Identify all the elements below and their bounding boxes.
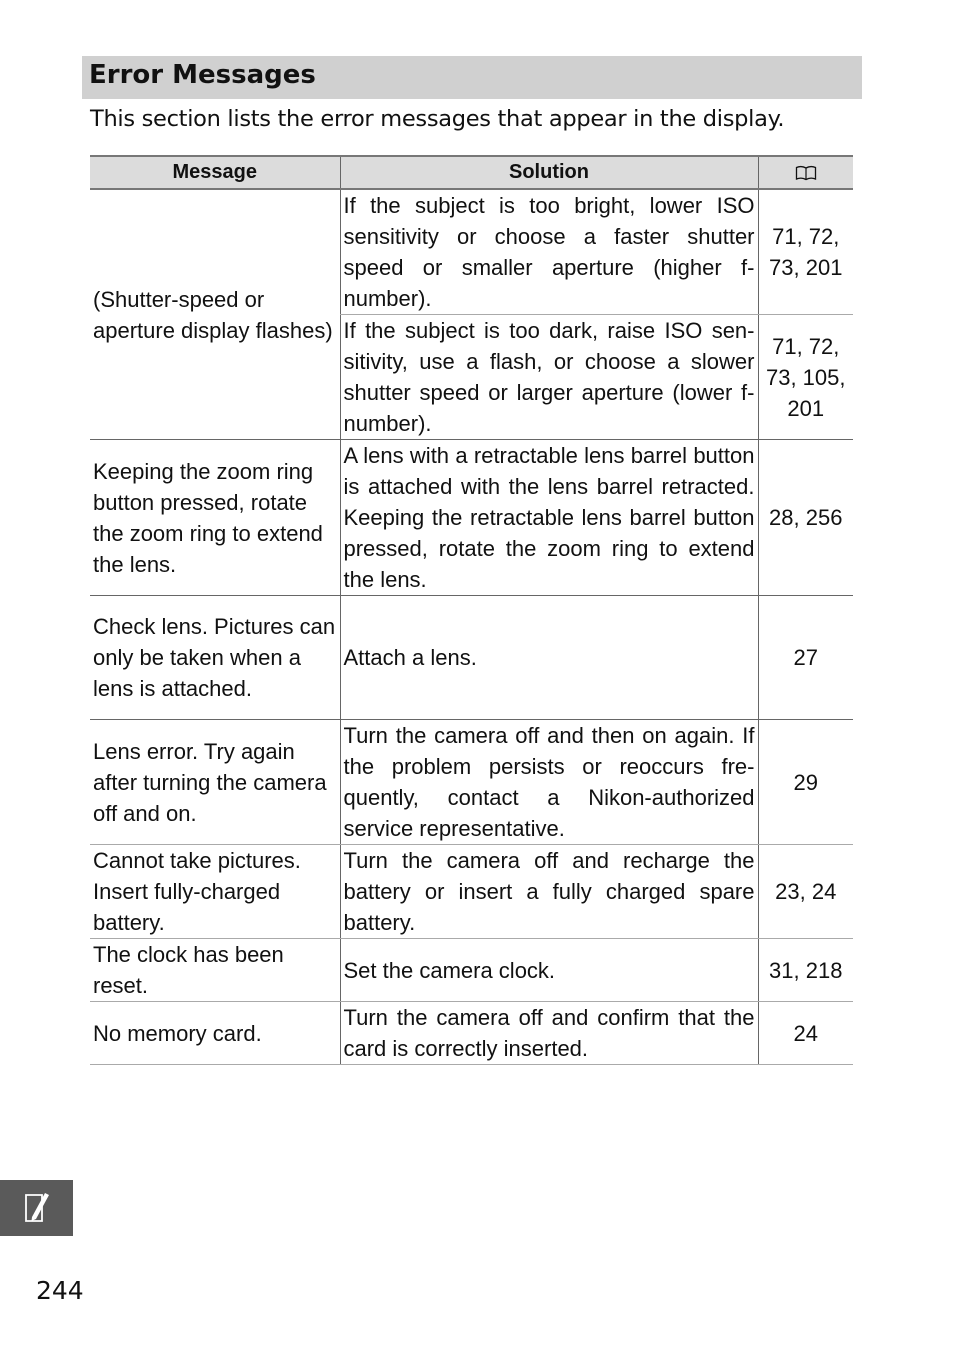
section-title: Error Messages xyxy=(89,60,316,90)
section-header xyxy=(82,56,862,99)
message-cell: (Shutter-speed or aperture display flashes) xyxy=(90,189,340,440)
solution-cell: A lens with a retractable lens barrel button is attached with the lens barrel retracted. Keeping the retractable lens barrel button pressed, rotate the zoom ring to extend the lens. xyxy=(340,440,758,596)
table-row xyxy=(90,440,853,596)
book-icon xyxy=(795,165,817,181)
message-cell: No memory card. xyxy=(90,1002,340,1065)
message-cell: Cannot take pictures. Insert fully-charged battery. xyxy=(90,845,340,939)
solution-cell: Set the camera clock. xyxy=(340,939,758,1002)
pencil-note-icon xyxy=(24,1189,50,1227)
table-row xyxy=(90,596,853,720)
page-ref-cell: 71, 72, 73, 105, 201 xyxy=(758,315,853,440)
page-ref-cell: 71, 72, 73, 201 xyxy=(758,189,853,315)
page-ref-cell: 31, 218 xyxy=(758,939,853,1002)
solution-cell: If the subject is too dark, raise ISO sensitivity, use a flash, or choose a slower shutter speed or larger aperture (lower f-number). xyxy=(340,315,758,440)
header-solution: Solution xyxy=(340,156,758,189)
page-ref-cell: 24 xyxy=(758,1002,853,1065)
message-cell: Keeping the zoom ring button pressed, rotate the zoom ring to extend the lens. xyxy=(90,440,340,596)
solution-cell: Attach a lens. xyxy=(340,596,758,720)
solution-cell: Turn the camera off and then on again. If the problem persists or reoccurs frequently, contact a Nikon-authorized service representative. xyxy=(340,720,758,845)
message-cell: Lens error. Try again after turning the camera off and on. xyxy=(90,720,340,845)
table-row xyxy=(90,845,853,939)
page-ref-cell: 23, 24 xyxy=(758,845,853,939)
error-messages-table xyxy=(90,155,853,1065)
table-row xyxy=(90,939,853,1002)
table-row xyxy=(90,1002,853,1065)
table-row xyxy=(90,189,853,315)
page-number: 244 xyxy=(36,1276,84,1305)
page-ref-cell: 28, 256 xyxy=(758,440,853,596)
header-page-reference xyxy=(758,156,853,189)
solution-cell: Turn the camera off and recharge the battery or insert a fully charged spare battery. xyxy=(340,845,758,939)
message-cell: Check lens. Pictures can only be taken when a lens is attached. xyxy=(90,596,340,720)
chapter-side-tab xyxy=(0,1180,73,1236)
table-header-row xyxy=(90,156,853,189)
header-message: Message xyxy=(90,156,340,189)
page-ref-cell: 27 xyxy=(758,596,853,720)
table-row xyxy=(90,720,853,845)
page-ref-cell: 29 xyxy=(758,720,853,845)
message-cell: The clock has been reset. xyxy=(90,939,340,1002)
solution-cell: Turn the camera off and confirm that the card is correctly inserted. xyxy=(340,1002,758,1065)
solution-cell: If the subject is too bright, lower ISO sensitivity or choose a faster shutter speed or smaller aperture (higher f-number). xyxy=(340,189,758,315)
section-intro: This section lists the error messages that appear in the display. xyxy=(90,106,785,132)
